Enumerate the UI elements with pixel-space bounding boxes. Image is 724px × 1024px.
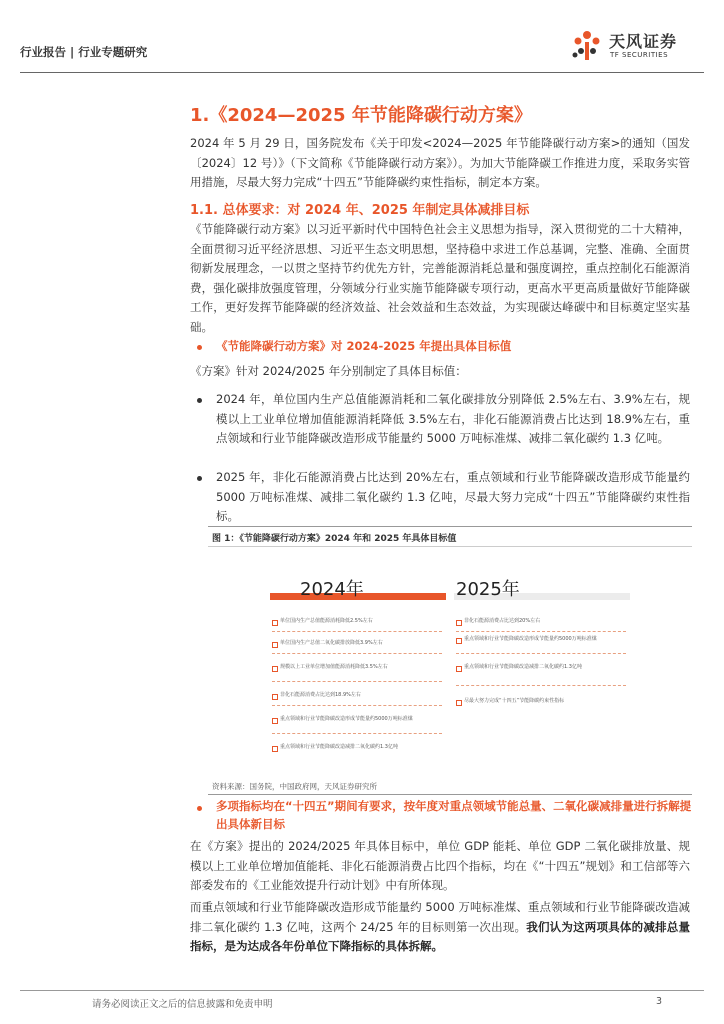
- orange-bullet-icon: [197, 345, 202, 350]
- checkbox-icon: [456, 666, 462, 672]
- logo-mark-icon: [567, 25, 607, 65]
- bullet-2025-targets: 2025 年，非化石能源消费占比达到 20%左右，重点领域和行业节能降碳改造形成节能量约 5000 万吨标准煤、减排二氧化碳约 1.3 亿吨，尽最大努力完成“十四五”节能降碳约束性指标。: [216, 470, 690, 523]
- orange-bullet-icon: [197, 806, 202, 811]
- year-2025-label: 2025年: [456, 579, 520, 600]
- dashed-divider: [272, 631, 442, 632]
- company-logo: [567, 25, 707, 65]
- para2-bold-conclusion: 我们认为这两项具体的减排总量指标，是为达成各年份单位下降指标的具体拆解。: [190, 919, 690, 953]
- header-breadcrumb: 行业报告 | 行业专题研究: [20, 45, 148, 59]
- overall-requirements-paragraph: 《节能降碳行动方案》以习近平新时代中国特色社会主义思想为指导，深入贯彻党的二十大精神，全面贯彻习近平经济思想、习近平生态文明思想，坚持稳中求进工作总基调，完整、准确、全面贯彻新发展理念，一以贯之坚持节约优先方针，完善能源消耗总量和强度调控，重点控制化石能源消费，强化碳排放强度管理，分领域分行业实施节能降碳专项行动，更高水平更高质量做好节能降碳工作，更好发挥节能降碳的经济效益、社会效益和生态效益，为实现碳达峰碳中和目标奠定坚实基础。: [190, 222, 690, 334]
- para2-plain-text: 而重点领域和行业节能降碳改造形成节能量约 5000 万吨标准煤、重点领域和行业节能降碳改造减排二氧化碳约 1.3 亿吨，这两个 24/25 年的目标则第一次出现。: [190, 900, 690, 934]
- checkbox-icon: [272, 666, 278, 672]
- dashed-divider: [456, 631, 626, 632]
- bullet-2024-targets: 2024 年，单位国内生产总值能源消耗和二氧化碳排放分别降低 2.5%左右、3.9%左右，规模以上工业单位增加值能源消耗降低 3.5%左右，非化石能源消费占比达到 18.9%左右，重点领域和行业节能降碳改造形成节能量约 5000 万吨标准煤、减排二氧化碳约 1.3 亿吨。: [216, 392, 690, 445]
- target-2025-item: 尽最大努力完成“十四五”节能降碳约束性指标: [464, 698, 565, 704]
- point2-paragraph-1: 在《方案》提出的 2024/2025 年具体目标中，单位 GDP 能耗、单位 GDP 二氧化碳排放量、规模以上工业单位增加值能耗、非化石能源消费占比四个指标，均在《“十四五”规划》和工信部等六部委发布的《工业能效提升行动计划》中有所体现。: [190, 839, 690, 892]
- figure-caption-rule: [208, 546, 692, 547]
- checkbox-icon: [272, 642, 278, 648]
- target-2024-item: 规模以上工业单位增加值能源消耗降低3.5%左右: [280, 664, 388, 670]
- page-number: 3: [656, 996, 663, 1007]
- figure-bottom-rule: [208, 794, 692, 795]
- dashed-divider: [272, 681, 442, 682]
- intro-paragraph: 2024 年 5 月 29 日，国务院发布《关于印发<2024—2025 年节能降碳行动方案>的通知（国发〔2024〕12 号）》（下文简称《节能降碳行动方案》）。为加大节能降碳工作推进力度，采取务实管用措施，尽最大努力完成“十四五”节能降碳约束性指标，制定本方案。: [190, 136, 690, 189]
- target-2024-item: 非化石能源消费占比达到18.9%左右: [280, 692, 361, 698]
- targets-infographic: [270, 575, 648, 775]
- footer-divider: [20, 990, 704, 991]
- target-2024-item: 单位国内生产总值二氧化碳排放降低3.9%左右: [280, 640, 383, 646]
- point1-heading: 《节能降碳行动方案》对 2024-2025 年提出具体目标值: [216, 339, 512, 353]
- target-2025-item: 重点领域和行业节能降碳改造减排二氧化碳约1.3亿吨: [464, 664, 582, 670]
- figure-top-rule: [208, 526, 692, 527]
- dashed-divider: [456, 653, 626, 654]
- checkbox-icon: [272, 746, 278, 752]
- target-2025-item: 重点领域和行业节能降碳改造形成节能量约5000万吨标准煤: [464, 636, 597, 642]
- figure-caption: 图 1：《节能降碳行动方案》2024 年和 2025 年具体目标值: [212, 534, 457, 544]
- dashed-divider: [272, 733, 442, 734]
- bullet-icon: [197, 398, 202, 403]
- dashed-divider: [456, 685, 626, 686]
- checkbox-icon: [456, 620, 462, 626]
- checkbox-icon: [272, 620, 278, 626]
- checkbox-icon: [272, 718, 278, 724]
- target-2024-item: 重点领域和行业节能降碳改造形成节能量约5000万吨标准煤: [280, 716, 413, 722]
- point2-paragraph-2: [190, 898, 690, 957]
- point1-lead: 《方案》针对 2024/2025 年分别制定了具体目标值：: [190, 364, 467, 378]
- footer-disclaimer: 请务必阅读正文之后的信息披露和免责申明: [92, 999, 273, 1010]
- checkbox-icon: [456, 700, 462, 706]
- year-2024-label: 2024年: [300, 579, 364, 600]
- target-2024-item: 重点领域和行业节能降碳改造减排二氧化碳约1.3亿吨: [280, 744, 398, 750]
- section-title: 1.《2024—2025 年节能降碳行动方案》: [190, 105, 532, 126]
- header-divider: [20, 72, 704, 73]
- dashed-divider: [272, 705, 442, 706]
- figure-source: 资料来源：国务院，中国政府网，天风证券研究所: [212, 782, 377, 791]
- bullet-icon: [197, 476, 202, 481]
- subsection-heading: 1.1. 总体要求：对 2024 年、2025 年制定具体减排目标: [190, 203, 530, 218]
- dashed-divider: [272, 653, 442, 654]
- logo-text-en: TF SECURITIES: [610, 51, 669, 59]
- checkbox-icon: [272, 694, 278, 700]
- logo-text-cn: 天风证券: [609, 32, 678, 51]
- target-2024-item: 单位国内生产总值能源消耗降低2.5%左右: [280, 618, 373, 624]
- checkbox-icon: [456, 638, 462, 644]
- target-2025-item: 非化石能源消费占比达到20%左右: [464, 618, 541, 624]
- point2-heading: 多项指标均在“十四五”期间有要求，按年度对重点领域节能总量、二氧化碳减排量进行拆解提出具体新目标: [216, 799, 692, 831]
